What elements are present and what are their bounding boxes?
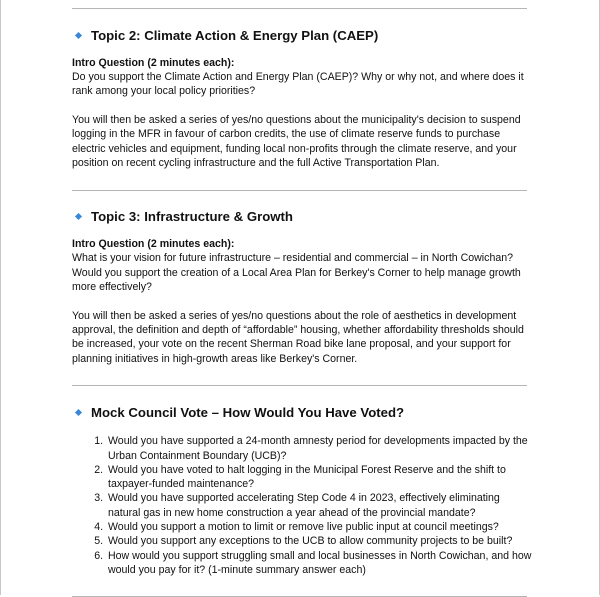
- mock-vote-heading: [75, 405, 532, 420]
- topic-2-intro-text: Do you support the Climate Action and Energy Plan (CAEP)? Why or why not, and where does it rank among your local policy priorities?: [72, 71, 524, 98]
- list-item: 4. Would you support a motion to limit or remove live public input at council meetings?: [106, 520, 532, 534]
- section-divider: [72, 190, 527, 191]
- list-item: 6. How would you support struggling small and local businesses in North Cowichan, and how would you pay for it? (1-minute summary answer each): [106, 549, 532, 578]
- topic-3-heading: [75, 209, 532, 224]
- diamond-bullet-icon: [75, 32, 82, 39]
- section-divider: [72, 8, 527, 9]
- list-item: 3. Would you have supported accelerating Step Code 4 in 2023, effectively eliminating natural gas in new home construction a year ahead of the provincial mandate?: [106, 491, 532, 520]
- topic-3-section: [72, 209, 532, 366]
- list-item: 5. Would you support any exceptions to the UCB to allow community projects to be built?: [106, 534, 532, 548]
- page-edge-left: [0, 0, 1, 595]
- topic-3-intro-text: What is your vision for future infrastructure – residential and commercial – in North Cowichan? Would you support the creation of a Local Area Plan for Berkey's Corner to help manage growth more effectively?: [72, 252, 521, 294]
- diamond-bullet-icon: [75, 213, 82, 220]
- topic-2-intro-label: Intro Question (2 minutes each):: [72, 57, 235, 69]
- topic-3-intro-label: Intro Question (2 minutes each):: [72, 238, 235, 251]
- diamond-bullet-icon: [75, 409, 82, 416]
- mock-vote-title: Mock Council Vote – How Would You Have Voted?: [91, 405, 405, 421]
- topic-2-section: [72, 28, 532, 170]
- topic-2-title: Topic 2: Climate Action & Energy Plan (CAEP): [91, 28, 379, 43]
- document-body: [72, 0, 532, 597]
- section-divider: [72, 385, 527, 386]
- topic-3-followup-text: You will then be asked a series of yes/no questions about the role of aesthetics in development approval, the definition and depth of “affordable” housing, whether affordability thresholds should be increased, your vote on the recent Sherman Road bike lane proposal, and your support for planning initiatives in high-growth areas like Berkey's Corner.: [72, 309, 524, 365]
- mock-vote-question-list: [72, 434, 532, 577]
- topic-2-followup-text: You will then be asked a series of yes/no questions about the municipality's decision to suspend logging in the MFR in favour of carbon credits, the use of climate reserve funds to purchase electric vehicles and equipment, funding local non-profits through the climate reserve, and your position on recent cycling infrastructure and the full Active Transportation Plan.: [72, 113, 521, 170]
- topic-3-title: Topic 3: Infrastructure & Growth: [91, 209, 293, 225]
- topic-2-heading: [75, 28, 532, 43]
- list-item: 2. Would you have voted to halt logging in the Municipal Forest Reserve and the shift to taxpayer-funded maintenance?: [106, 463, 532, 492]
- list-item: 1. Would you have supported a 24-month amnesty period for developments impacted by the Urban Containment Boundary (UCB)?: [106, 434, 532, 463]
- mock-vote-section: [72, 405, 532, 577]
